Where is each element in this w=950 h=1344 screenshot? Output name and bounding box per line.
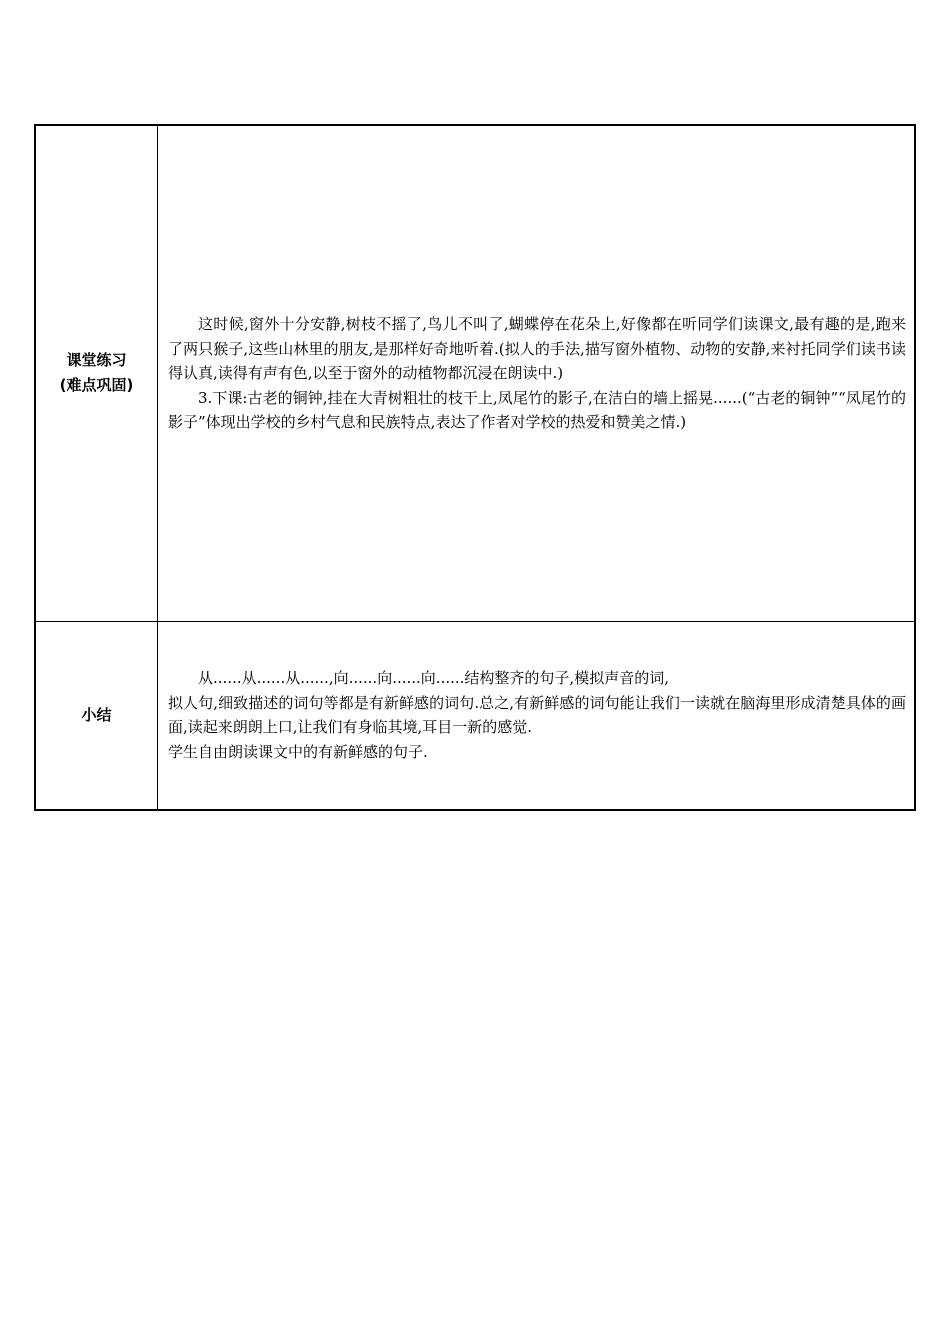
practice-label-title: 课堂练习 bbox=[66, 351, 127, 370]
summary-paragraph-structure: 从......从......从......,向......向......向......结构整齐的句子,模拟声音的词, bbox=[198, 669, 669, 688]
practice-content-cell bbox=[158, 125, 916, 621]
practice-paragraph-recess: 3.下课:古老的铜钟,挂在大青树粗壮的枝干上,凤尾竹的影子,在洁白的墙上摇晃......(“古老的铜钟”“凤尾竹的影子”体现出学校的乡村气息和民族特点,表达了作者对学校的热爱和赞美之情.) bbox=[168, 388, 906, 431]
summary-content-cell bbox=[158, 621, 916, 810]
practice-label-subtitle: (难点巩固) bbox=[59, 376, 134, 395]
summary-paragraph-conclusion: 拟人句,细致描述的词句等都是有新鲜感的词句.总之,有新鲜感的词句能让我们一读就在脑海里形成清楚具体的画面,读起来朗朗上口,让我们有身临其境,耳目一新的感觉. bbox=[168, 693, 906, 737]
summary-paragraph-activity: 学生自由朗读课文中的有新鲜感的句子. bbox=[168, 742, 428, 761]
lesson-table bbox=[34, 124, 916, 811]
summary-row bbox=[35, 621, 915, 810]
practice-row bbox=[35, 125, 915, 621]
summary-label-cell bbox=[35, 621, 158, 810]
summary-label: 小结 bbox=[81, 705, 112, 724]
practice-paragraph-window: 这时候,窗外十分安静,树枝不摇了,鸟儿不叫了,蝴蝶停在花朵上,好像都在听同学们读课文,最有趣的是,跑来了两只猴子,这些山林里的朋友,是那样好奇地听着.(拟人的手法,描写窗外植物、动物的安静,来衬托同学们读书读得认真,读得有声有色,以至于窗外的动植物都沉浸在朗读中.) bbox=[168, 315, 906, 382]
practice-label-cell bbox=[35, 125, 158, 621]
